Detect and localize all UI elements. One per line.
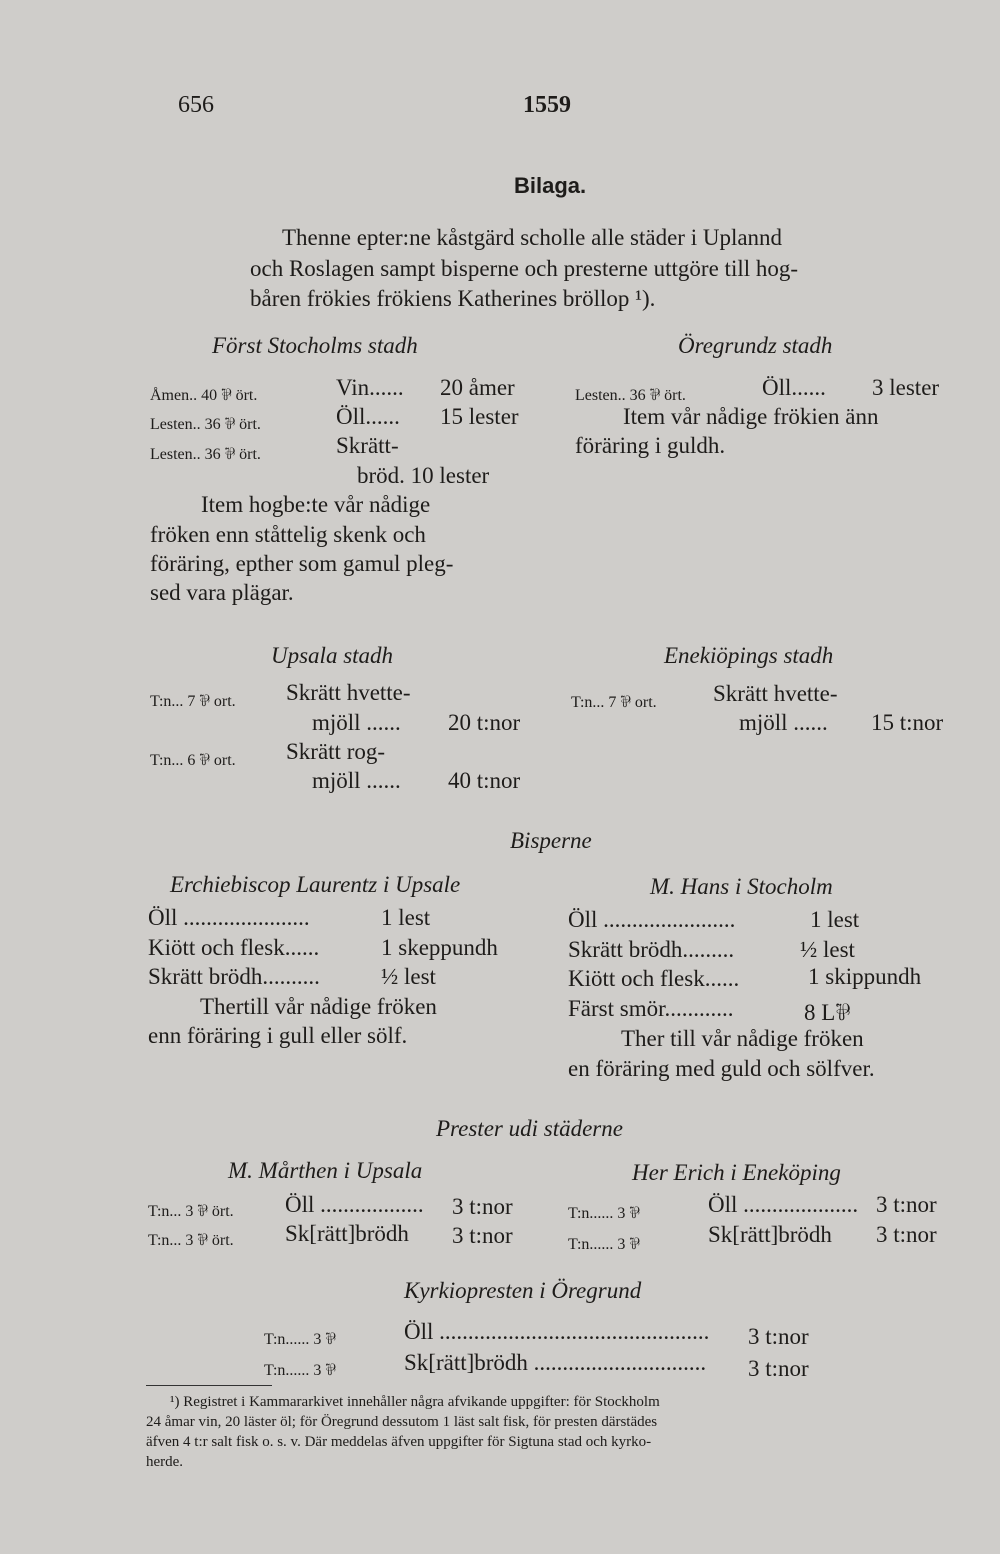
bisperne-right-amount-3: 1 skippundh (808, 964, 922, 989)
stockholm-item-2: Öll...... (336, 404, 400, 429)
upsala-item-2: Skrätt rog- (286, 739, 386, 764)
prester-right-heading: Her Erich i Eneköping (632, 1160, 841, 1185)
stockholm-qty-1: Åmen.. 40 ⅌ ört. (150, 387, 258, 404)
upsala-item-2b: mjöll ...... (312, 768, 401, 793)
kyrkio-amount-1: 3 t:nor (748, 1324, 809, 1349)
kyrkio-item-2: Sk[rätt]brödh .............................. (404, 1350, 707, 1375)
kyrkio-qty-2: T:n...... 3 ⅌ (264, 1362, 336, 1379)
stockholm-qty-2: Lesten.. 36 ⅌ ört. (150, 416, 261, 433)
stockholm-item-3: Skrätt- (336, 433, 399, 458)
prester-right-qty-2: T:n...... 3 ⅌ (568, 1236, 640, 1253)
upsala-qty-2: T:n... 6 ⅌ ort. (150, 752, 236, 769)
bisperne-right-amount-4: 8 L⅌ (804, 1000, 851, 1025)
kyrkio-heading: Kyrkiopresten i Öregrund (404, 1278, 642, 1303)
prester-right-item-2: Sk[rätt]brödh (708, 1222, 832, 1247)
stockholm-row-4: bröd. 10 lester (357, 463, 490, 488)
stockholm-note-4: sed vara plägar. (150, 580, 294, 605)
bisperne-right-heading: M. Hans i Stocholm (650, 874, 833, 899)
intro-line-3: båren frökies frökiens Katherines bröllop ¹). (250, 286, 656, 311)
upsala-amount-1: 20 t:nor (448, 710, 521, 735)
bisperne-left-amount-2: 1 skeppundh (381, 935, 498, 960)
bisperne-right-note-2: en föräring med guld och sölfver. (568, 1056, 875, 1081)
prester-left-qty-1: T:n... 3 ⅌ ört. (148, 1203, 234, 1220)
prester-right-amount-2: 3 t:nor (876, 1222, 937, 1247)
upsala-item-1: Skrätt hvette- (286, 680, 411, 705)
bisperne-left-amount-1: 1 lest (381, 905, 431, 930)
kyrkio-qty-1: T:n...... 3 ⅌ (264, 1331, 336, 1348)
intro-line-2: och Roslagen sampt bisperne och presterne uttgöre till hog- (250, 256, 799, 281)
intro-line-1: Thenne epter:ne kåstgärd scholle alle städer i Uplannd (282, 225, 783, 250)
page-number: 656 (178, 92, 214, 118)
bisperne-right-item-2: Skrätt brödh......... (568, 937, 735, 962)
prester-right-qty-1: T:n...... 3 ⅌ (568, 1205, 640, 1222)
stockholm-heading: Först Stocholms stadh (212, 333, 418, 358)
kyrkio-amount-2: 3 t:nor (748, 1356, 809, 1381)
enekoping-qty: T:n... 7 ⅌ ort. (571, 694, 657, 711)
bisperne-left-item-1: Öll ...................... (148, 905, 310, 930)
prester-right-item-1: Öll .................... (708, 1192, 859, 1217)
bisperne-right-amount-1: 1 lest (810, 907, 860, 932)
footnote-line-2: 24 åmar vin, 20 läster öl; för Öregrund dessutom 1 läst salt fisk, för presten därstädes (146, 1414, 658, 1430)
oregrund-note-2: föräring i guldh. (575, 433, 726, 458)
stockholm-amount-1: 20 åmer (440, 375, 515, 400)
upsala-amount-2: 40 t:nor (448, 768, 521, 793)
bisperne-right-item-4: Färst smör............ (568, 996, 734, 1021)
prester-left-amount-2: 3 t:nor (452, 1223, 513, 1248)
bisperne-left-note-2: enn föräring i gull eller sölf. (148, 1023, 408, 1048)
prester-heading: Prester udi städerne (436, 1116, 623, 1141)
stockholm-note-3: föräring, epther som gamul pleg- (150, 551, 454, 576)
bisperne-right-item-1: Öll ....................... (568, 907, 736, 932)
bisperne-left-heading: Erchiebiscop Laurentz i Upsale (170, 872, 461, 897)
bisperne-left-item-3: Skrätt brödh.......... (148, 964, 320, 989)
footnote-line-4: herde. (146, 1454, 184, 1470)
stockholm-note-1: Item hogbe:te vår nådige (201, 492, 431, 517)
stockholm-amount-2: 15 lester (440, 404, 519, 429)
stockholm-qty-3: Lesten.. 36 ⅌ ört. (150, 446, 261, 463)
year-heading: 1559 (523, 92, 571, 118)
upsala-qty-1: T:n... 7 ⅌ ort. (150, 693, 236, 710)
bisperne-right-item-3: Kiött och flesk...... (568, 966, 740, 991)
upsala-item-1b: mjöll ...... (312, 710, 401, 735)
page-title: Bilaga. (514, 173, 587, 198)
footnote-line-1: ¹) Registret i Kammararkivet innehåller några afvikande uppgifter: för Stockholm (170, 1394, 660, 1410)
stockholm-item-1: Vin...... (336, 375, 404, 400)
upsala-heading: Upsala stadh (271, 643, 394, 668)
oregrund-heading: Öregrundz stadh (678, 333, 833, 358)
bisperne-left-note-1: Thertill vår nådige fröken (200, 994, 437, 1019)
bisperne-left-item-2: Kiött och flesk...... (148, 935, 320, 960)
bisperne-heading: Bisperne (510, 828, 592, 853)
oregrund-qty: Lesten.. 36 ⅌ ört. (575, 387, 686, 404)
prester-left-item-2: Sk[rätt]brödh (285, 1221, 409, 1246)
enekoping-item-b: mjöll ...... (739, 710, 828, 735)
prester-right-amount-1: 3 t:nor (876, 1192, 937, 1217)
prester-left-qty-2: T:n... 3 ⅌ ört. (148, 1232, 234, 1249)
enekoping-item: Skrätt hvette- (713, 681, 838, 706)
footnote-line-3: äfven 4 t:r salt fisk o. s. v. Där meddelas äfven uppgifter för Sigtuna stad och kyrko- (146, 1434, 652, 1450)
bisperne-right-note-1: Ther till vår nådige fröken (621, 1026, 864, 1051)
bisperne-right-amount-2: ½ lest (800, 937, 855, 962)
enekoping-amount: 15 t:nor (871, 710, 944, 735)
enekoping-heading: Enekiöpings stadh (664, 643, 834, 668)
oregrund-amount: 3 lester (872, 375, 940, 400)
footnote-rule (146, 1385, 272, 1386)
oregrund-note-1: Item vår nådige frökien änn (623, 404, 879, 429)
oregrund-item: Öll...... (762, 375, 826, 400)
prester-left-heading: M. Mårthen i Upsala (228, 1158, 423, 1183)
bisperne-left-amount-3: ½ lest (381, 964, 436, 989)
kyrkio-item-1: Öll ............................................... (404, 1319, 710, 1344)
prester-left-item-1: Öll .................. (285, 1192, 424, 1217)
prester-left-amount-1: 3 t:nor (452, 1194, 513, 1219)
stockholm-note-2: fröken enn ståttelig skenk och (150, 522, 426, 547)
